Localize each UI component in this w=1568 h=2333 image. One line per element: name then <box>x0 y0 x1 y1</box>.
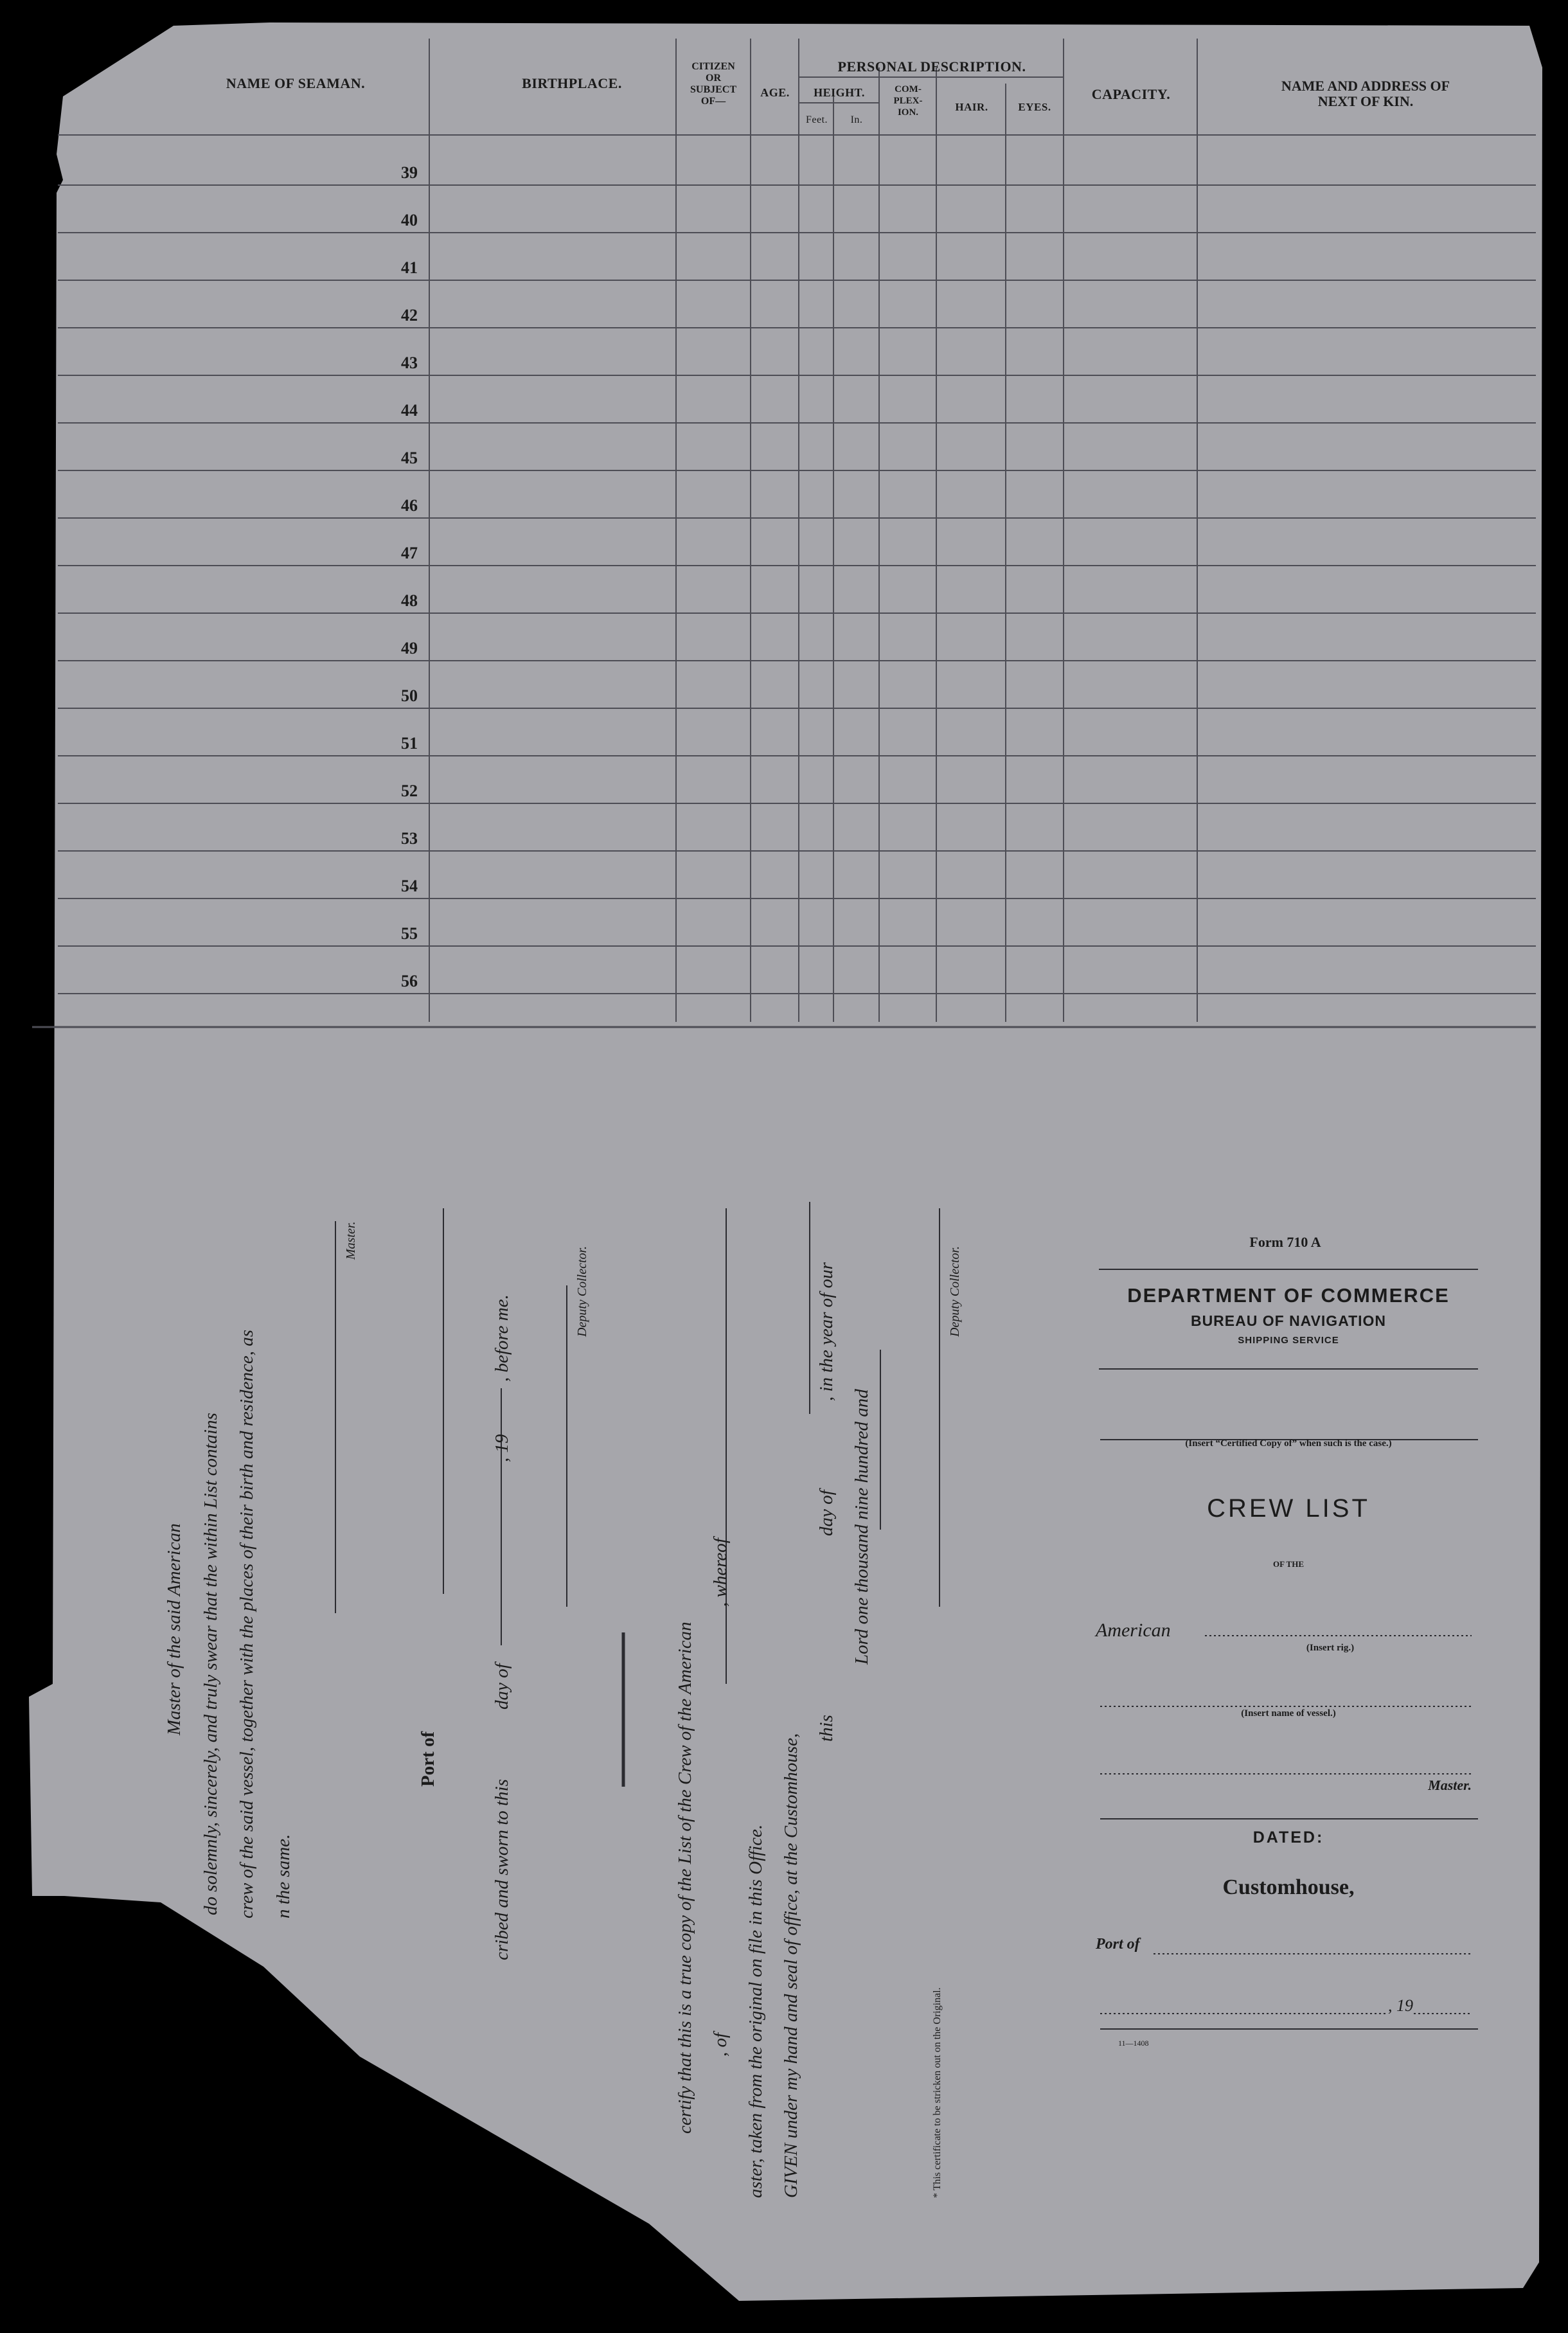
header-next-of-kin-line2: NEXT OF KIN. <box>1317 93 1414 109</box>
oath-line3: crew of the said vessel, together with the places of their birth and residence, as <box>236 1329 257 1918</box>
header-complexion-line1: COM- <box>895 84 922 94</box>
cover-customhouse: Customhouse, <box>1222 1875 1355 1899</box>
header-eyes: EYES. <box>1018 101 1051 113</box>
header-name-of-seaman: NAME OF SEAMAN. <box>226 75 366 91</box>
header-capacity: CAPACITY. <box>1091 86 1171 102</box>
cover-certified-note: (Insert “Certified Copy of” when such is the case.) <box>1185 1438 1392 1449</box>
header-inches: In. <box>850 114 863 125</box>
cover-department: DEPARTMENT OF COMMERCE <box>1127 1284 1450 1307</box>
header-citizen <box>678 61 749 107</box>
cover-insert-vessel: (Insert name of vessel.) <box>1241 1708 1336 1719</box>
header-complexion <box>880 84 936 118</box>
row-number: 49 <box>401 639 418 657</box>
certificate-line4-year: , in the year of our <box>816 1262 837 1401</box>
row-number: 54 <box>401 877 418 895</box>
cover-service: SHIPPING SERVICE <box>1238 1335 1339 1346</box>
row-number: 55 <box>401 924 418 943</box>
header-citizen-line2: OR <box>706 73 721 84</box>
row-number: 46 <box>401 496 418 515</box>
oath-before-me: , before me. <box>492 1294 512 1382</box>
cover-master: Master. <box>1428 1777 1472 1793</box>
header-birthplace: BIRTHPLACE. <box>522 75 622 91</box>
oath-port-of: Port of <box>418 1731 438 1787</box>
cover-insert-rig: (Insert rig.) <box>1306 1643 1355 1653</box>
row-number: 42 <box>401 306 418 325</box>
header-age: AGE. <box>760 86 790 99</box>
row-number: 53 <box>401 829 418 848</box>
row-number: 56 <box>401 972 418 990</box>
row-number: 43 <box>401 353 418 372</box>
row-number: 41 <box>401 258 418 277</box>
oath-line1: Master of the said American <box>164 1523 184 1735</box>
certificate-deputy-collector: Deputy Collector. <box>948 1246 962 1337</box>
oath-day-of: day of <box>492 1663 512 1710</box>
row-number: 51 <box>401 734 418 753</box>
certificate-line6: Lord one thousand nine hundred and <box>851 1389 872 1665</box>
row-number: 50 <box>401 686 418 705</box>
cover-bureau: BUREAU OF NAVIGATION <box>1190 1312 1387 1329</box>
certificate-line3: aster, taken from the original on file in this Office. <box>745 1824 766 2198</box>
cover-of-the: OF THE <box>1272 1559 1305 1569</box>
cover-port-of: Port of <box>1096 1936 1140 1953</box>
cover-american: American <box>1096 1620 1171 1641</box>
row-number: 52 <box>401 782 418 800</box>
header-citizen-line3: SUBJECT <box>690 84 737 95</box>
row-number: 40 <box>401 211 418 229</box>
header-feet: Feet. <box>805 114 828 125</box>
row-number: 44 <box>401 401 418 420</box>
certificate-line5-day-of: day of <box>816 1490 837 1536</box>
row-number: 47 <box>401 544 418 562</box>
certificate-line5-this: this <box>816 1715 837 1742</box>
oath-nineteen: , 19 <box>492 1434 512 1462</box>
header-next-of-kin-line1: NAME AND ADDRESS OF <box>1281 78 1450 94</box>
cover-dated: DATED: <box>1252 1828 1324 1846</box>
header-hair: HAIR. <box>955 101 988 113</box>
certificate-line2-whereof: , whereof <box>710 1538 731 1607</box>
oath-subscribed: cribed and sworn to this <box>492 1779 512 1960</box>
cover-title: CREW LIST <box>1207 1494 1370 1523</box>
cover-print-code: 11—1408 <box>1118 2039 1149 2048</box>
header-next-of-kin <box>1208 78 1523 109</box>
oath-line4: n the same. <box>273 1834 294 1918</box>
oath-deputy-collector: Deputy Collector. <box>575 1246 589 1337</box>
cover-nineteen: , 19 <box>1388 1996 1413 2015</box>
header-complexion-line3: ION. <box>897 107 919 118</box>
certificate-footnote: * This certificate to be stricken out on the Original. <box>932 1987 943 2198</box>
oath-line2: do solemnly, sincerely, and truly swear that the within List contains <box>200 1413 221 1915</box>
header-personal-description: PERSONAL DESCRIPTION. <box>837 58 1026 75</box>
certificate-line4: GIVEN under my hand and seal of office, at the Customhouse, <box>781 1733 801 2198</box>
row-number: 39 <box>401 163 418 182</box>
certificate-line2-of: , of <box>710 2032 731 2057</box>
row-number: 45 <box>401 449 418 467</box>
certificate-line1: certify that this is a true copy of the List of the Crew of the American <box>675 1622 695 2134</box>
header-complexion-line2: PLEX- <box>893 96 923 106</box>
row-number: 48 <box>401 591 418 610</box>
oath-master-label: Master. <box>344 1221 358 1260</box>
cover-form-number: Form 710 A <box>1249 1234 1321 1250</box>
header-height: HEIGHT. <box>814 86 865 99</box>
header-citizen-line1: CITIZEN <box>691 61 735 72</box>
header-citizen-line4: OF— <box>700 96 726 107</box>
